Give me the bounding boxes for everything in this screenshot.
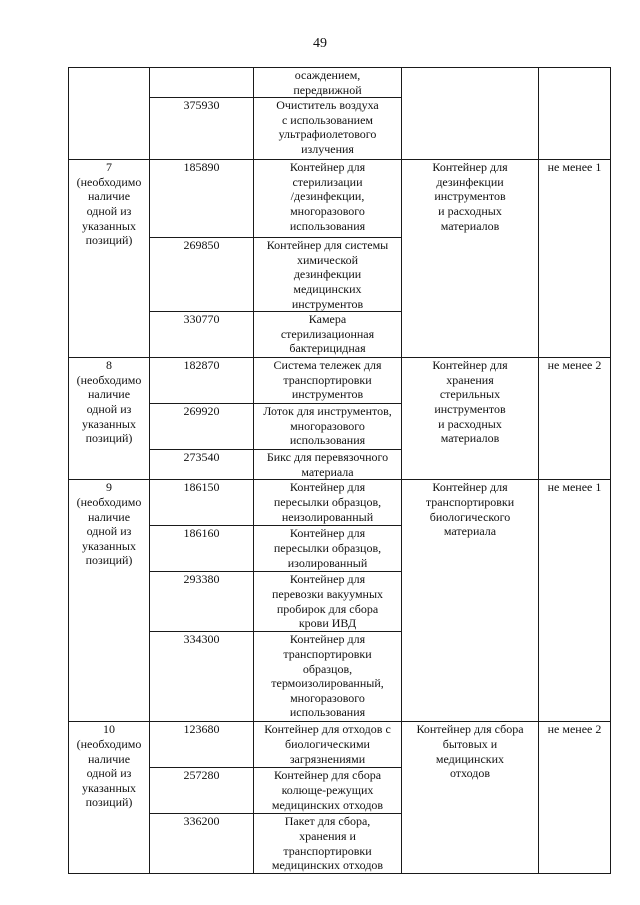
nomenclature-code [150, 68, 254, 98]
equipment-purpose: Контейнер для хранения стерильных инструментов и расходных материалов [402, 358, 539, 480]
nomenclature-code: 182870 [150, 358, 254, 404]
nomenclature-code: 336200 [150, 814, 254, 874]
equipment-name: Пакет для сбора, хранения и транспортировки медицинских отходов [254, 814, 402, 874]
nomenclature-code: 293380 [150, 572, 254, 632]
nomenclature-code: 186150 [150, 480, 254, 526]
equipment-name: Контейнер для сбора колюще-режущих медицинских отходов [254, 768, 402, 814]
equipment-purpose: Контейнер для дезинфекции инструментов и расходных материалов [402, 160, 539, 358]
page-number: 49 [313, 36, 327, 51]
equipment-name: Очиститель воздуха с использованием ультрафиолетового излучения [254, 98, 402, 160]
equipment-name: Система тележек для транспортировки инструментов [254, 358, 402, 404]
item-condition: (необходимо наличие одной из указанных позиций) [76, 736, 142, 810]
equipment-quantity [539, 68, 611, 160]
item-number: 9 [106, 480, 112, 495]
item-number: 8 [106, 358, 112, 373]
nomenclature-code: 273540 [150, 450, 254, 480]
equipment-name: Контейнер для пересылки образцов, изолированный [254, 526, 402, 572]
equipment-name: Контейнер для стерилизации /дезинфекции, многоразового использования [254, 160, 402, 238]
equipment-name: Лоток для инструментов, многоразового использования [254, 404, 402, 450]
table-row [69, 160, 611, 238]
nomenclature-code: 186160 [150, 526, 254, 572]
equipment-name: осаждением, передвижной [254, 68, 402, 98]
equipment-name: Камера стерилизационная бактерицидная [254, 312, 402, 358]
item-condition: (необходимо наличие одной из указанных позиций) [76, 494, 142, 568]
nomenclature-code: 334300 [150, 632, 254, 722]
nomenclature-code: 375930 [150, 98, 254, 160]
nomenclature-code: 330770 [150, 312, 254, 358]
equipment-name: Контейнер для транспортировки образцов, термоизолированный, многоразового использования [254, 632, 402, 722]
table-row [69, 480, 611, 526]
equipment-quantity: не менее 1 [539, 160, 611, 358]
item-number-cell [69, 722, 150, 874]
equipment-name: Контейнер для отходов с биологическими загрязнениями [254, 722, 402, 768]
nomenclature-code: 185890 [150, 160, 254, 238]
item-number: 7 [106, 160, 112, 175]
table-row [69, 722, 611, 768]
equipment-table [68, 67, 611, 874]
nomenclature-code: 269920 [150, 404, 254, 450]
item-number-cell [69, 160, 150, 358]
nomenclature-code: 123680 [150, 722, 254, 768]
item-condition: (необходимо наличие одной из указанных позиций) [76, 372, 142, 446]
equipment-name: Контейнер для пересылки образцов, неизолированный [254, 480, 402, 526]
item-number-cell [69, 358, 150, 480]
item-number-cell [69, 68, 150, 160]
equipment-name: Бикс для перевязочного материала [254, 450, 402, 480]
equipment-name: Контейнер для перевозки вакуумных пробирок для сбора крови ИВД [254, 572, 402, 632]
item-number: 10 [103, 722, 115, 737]
item-number-cell [69, 480, 150, 722]
equipment-quantity: не менее 2 [539, 722, 611, 874]
nomenclature-code: 257280 [150, 768, 254, 814]
equipment-name: Контейнер для системы химической дезинфекции медицинских инструментов [254, 238, 402, 312]
item-condition: (необходимо наличие одной из указанных позиций) [76, 174, 142, 248]
table-row [69, 68, 611, 98]
equipment-quantity: не менее 2 [539, 358, 611, 480]
table-row [69, 358, 611, 404]
equipment-purpose: Контейнер для сбора бытовых и медицинских отходов [402, 722, 539, 874]
equipment-purpose: Контейнер для транспортировки биологического материала [402, 480, 539, 722]
equipment-purpose [402, 68, 539, 160]
nomenclature-code: 269850 [150, 238, 254, 312]
equipment-quantity: не менее 1 [539, 480, 611, 722]
